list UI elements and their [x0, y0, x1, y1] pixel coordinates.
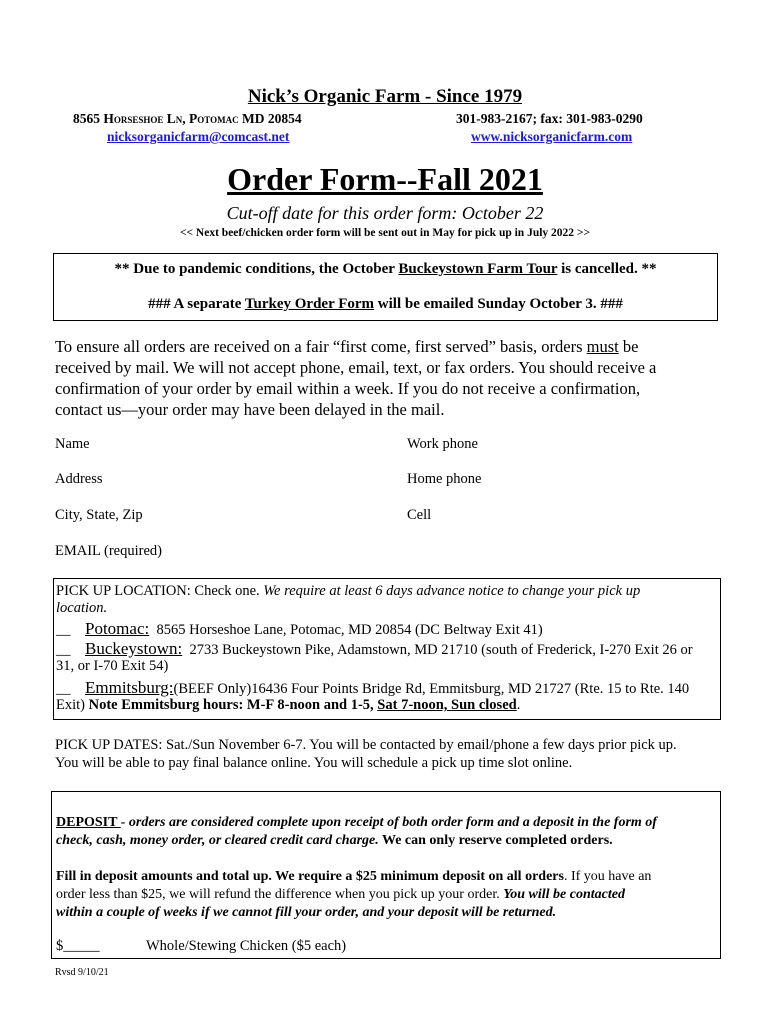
- intro-line-4: contact us—your order may have been delayed in the mail.: [55, 400, 445, 419]
- deposit-label: DEPOSIT: [56, 815, 121, 830]
- farm-phones: 301-983-2167; fax: 301-983-0290: [456, 111, 643, 126]
- deposit-refund-note: order less than $25, we will refund the difference when you pick up your order.: [56, 887, 504, 902]
- emmitsburg-hours: Note Emmitsburg hours: M-F 8-noon and 1-5,: [88, 697, 378, 713]
- emmitsburg-line2: [56, 697, 720, 715]
- pickup-notice-italic: We require at least 6 days advance notice to change your pick up: [263, 583, 641, 599]
- emmitsburg-end: .: [516, 697, 521, 713]
- pickup-dates-line-2: You will be able to pay final balance online. You will schedule a pick up time slot online.: [55, 755, 573, 771]
- pickup-dates-line-1: PICK UP DATES: Sat./Sun November 6-7. You will be contacted by email/phone a few days prior pick up.: [55, 737, 677, 753]
- emmitsburg-address: (BEEF Only)16436 Four Points Bridge Rd, Emmitsburg, MD 21727 (Rte. 15 to Rte. 140: [173, 681, 690, 697]
- next-form-note: << Next beef/chicken order form will be sent out in May for pick up in July 2022 >>: [179, 227, 591, 239]
- pickup-heading: [56, 583, 716, 601]
- pickup-heading-line2: location.: [56, 600, 108, 616]
- pickup-location-box: [53, 578, 721, 720]
- deposit-line-4: [56, 886, 720, 904]
- deposit-line-1: [56, 814, 720, 832]
- potomac-address: 8565 Horseshoe Lane, Potomac, MD 20854 (DC Beltway Exit 41): [156, 622, 543, 638]
- intro-line1-text: To ensure all orders are received on a fair “first come, first served” basis, orders: [55, 337, 587, 356]
- emmitsburg-exit: Exit): [56, 697, 89, 713]
- deposit-terms: - orders are considered complete upon receipt of both order form and a deposit in the form of: [120, 815, 657, 830]
- notice-line1-text: ** Due to pandemic conditions, the October: [114, 261, 399, 277]
- deposit-contact-note: You will be contacted: [503, 887, 625, 902]
- notice-line-1: [54, 261, 717, 278]
- notice-line-2: [54, 296, 717, 313]
- notice-line1-end: is cancelled. **: [557, 261, 657, 277]
- farm-name: Nick’s Organic Farm - Since 1979: [247, 86, 523, 107]
- city-state-zip-field-label[interactable]: City, State, Zip: [55, 507, 143, 523]
- farm-tour-link: Buckeystown Farm Tour: [398, 261, 558, 277]
- page-title: Order Form--Fall 2021: [227, 161, 543, 197]
- address-field-label[interactable]: Address: [55, 471, 103, 487]
- intro-must: must: [586, 337, 619, 356]
- email-field-label[interactable]: EMAIL (required): [55, 543, 162, 559]
- deposit-reserve-note: We can only reserve completed orders.: [378, 833, 613, 848]
- buckeystown-check-blank[interactable]: __: [56, 642, 71, 658]
- deposit-minimum: Fill in deposit amounts and total up. We require a $25 minimum deposit on all orders: [56, 869, 564, 884]
- home-phone-field-label[interactable]: Home phone: [407, 471, 482, 487]
- chicken-item-label: Whole/Stewing Chicken ($5 each): [146, 938, 347, 954]
- pickup-option-emmitsburg[interactable]: [56, 679, 720, 699]
- intro-line-2: received by mail. We will not accept phone, email, text, or fax orders. You should receive a: [55, 358, 657, 377]
- emmitsburg-check-blank[interactable]: __: [56, 681, 71, 697]
- emmitsburg-weekend-hours: Sat 7-noon, Sun closed: [377, 697, 517, 713]
- farm-website-link[interactable]: www.nicksorganicfarm.com: [471, 129, 633, 144]
- notice-box: [53, 253, 718, 321]
- revised-date: Rvsd 9/10/21: [55, 967, 109, 978]
- cell-field-label[interactable]: Cell: [407, 507, 432, 523]
- intro-line-1: [55, 336, 735, 357]
- work-phone-field-label[interactable]: Work phone: [407, 436, 478, 452]
- potomac-check-blank[interactable]: __: [56, 622, 71, 638]
- deposit-payment-methods: check, cash, money order, or cleared credit card charge.: [56, 833, 379, 848]
- notice-line2-end: will be emailed Sunday October 3. ###: [374, 296, 623, 312]
- notice-line2-text: ### A separate: [148, 296, 245, 312]
- farm-email-link[interactable]: nicksorganicfarm@comcast.net: [107, 129, 290, 144]
- buckeystown-label: Buckeystown:: [85, 639, 183, 658]
- turkey-form-link: Turkey Order Form: [244, 296, 375, 312]
- intro-line1-end: be: [618, 337, 639, 356]
- buckeystown-address: 2733 Buckeystown Pike, Adamstown, MD 21710 (south of Frederick, I-270 Exit 26 or: [189, 642, 693, 658]
- deposit-line-3: [56, 868, 720, 886]
- cutoff-date: Cut-off date for this order form: October 22: [226, 203, 544, 223]
- emmitsburg-label: Emmitsburg:: [85, 678, 174, 697]
- deposit-line3-end: . If you have an: [563, 869, 652, 884]
- pickup-option-buckeystown[interactable]: [56, 640, 720, 660]
- pickup-option-potomac[interactable]: [56, 620, 716, 640]
- deposit-box: [51, 791, 721, 959]
- deposit-line-2: [56, 832, 720, 850]
- buckeystown-address-line2: 31, or I-70 Exit 54): [56, 658, 169, 674]
- intro-line-3: confirmation of your order by email within a week. If you do not receive a confirmation,: [55, 379, 641, 398]
- potomac-label: Potomac:: [85, 619, 150, 638]
- name-field-label[interactable]: Name: [55, 436, 90, 452]
- deposit-line-5: within a couple of weeks if we cannot fill your order, and your deposit will be returned.: [56, 905, 557, 920]
- intro-paragraph: [55, 336, 735, 420]
- farm-address: 8565 Horseshoe Ln, Potomac MD 20854: [73, 111, 302, 126]
- pickup-heading-text: PICK UP LOCATION: Check one.: [56, 583, 264, 599]
- chicken-amount-blank[interactable]: $_____: [56, 938, 100, 954]
